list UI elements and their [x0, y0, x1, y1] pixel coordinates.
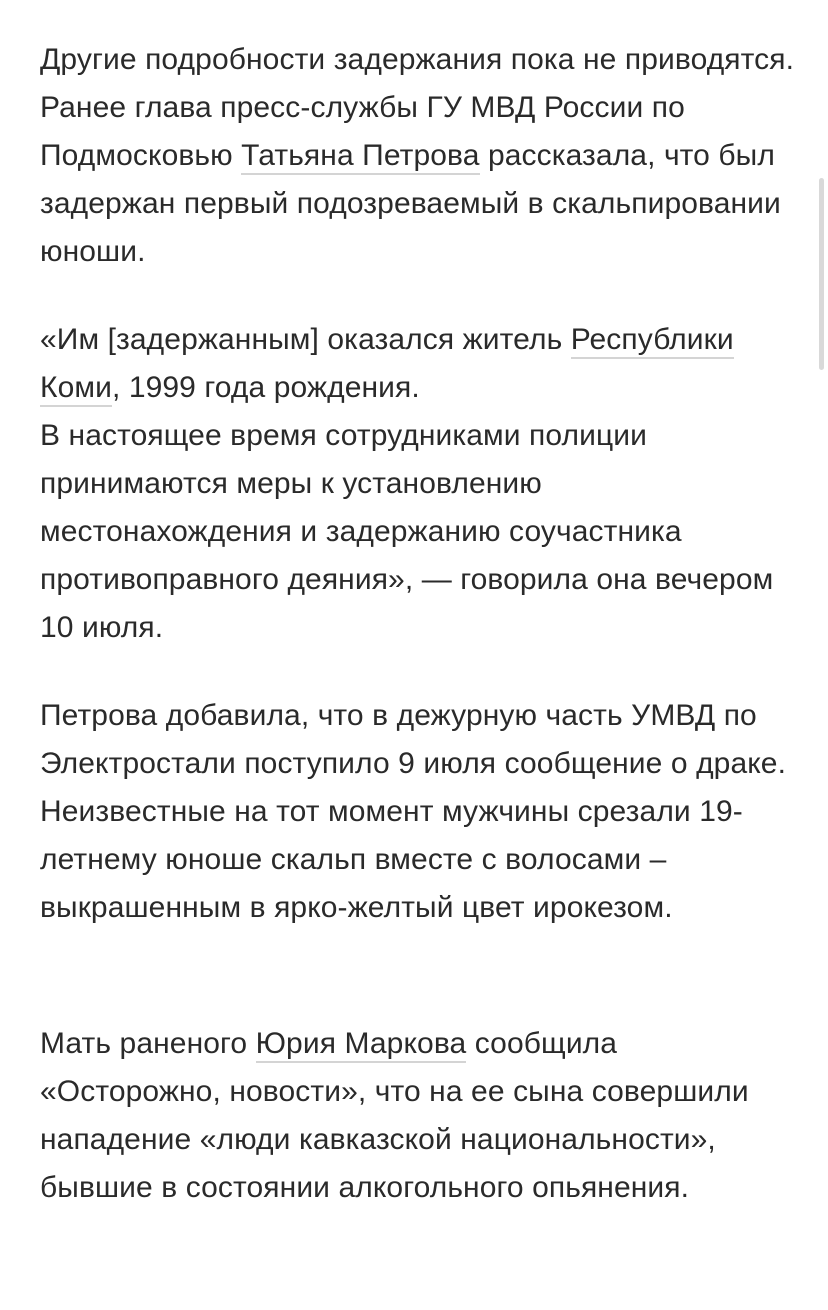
link-yuri-markov[interactable]: Юрия Маркова	[256, 1027, 467, 1063]
paragraph-text: Петрова добавила, что в дежурную часть УМВД по Электростали поступило 9 июля сообщение о драке. Неизвестные на тот момент мужчины срезали 19-летнему юноше скальп вместе с волосами – выкрашенным в ярко-желтый цвет ирокезом.	[40, 699, 787, 924]
scrollbar-thumb[interactable]	[819, 178, 824, 370]
link-tatyana-petrova[interactable]: Татьяна Петрова	[241, 139, 479, 175]
paragraph-text: Мать раненого	[40, 1027, 256, 1060]
paragraph-text: рассказала, что был задержан первый подозреваемый в скальпировании юноши.	[40, 139, 781, 268]
paragraph	[40, 316, 800, 652]
paragraph-text: «Им [задержанным] оказался житель	[40, 323, 571, 356]
paragraph-text: Другие подробности задержания пока не приводятся. Ранее глава пресс-службы ГУ МВД России по Подмосковью	[40, 43, 795, 172]
paragraph	[40, 1020, 800, 1212]
paragraph-text: сообщила «Осторожно, новости», что на ее сына совершили нападение «люди кавказской национальности», бывшие в состоянии алкогольного опьянения.	[40, 1027, 749, 1204]
paragraph-text: , 1999 года рождения.	[111, 371, 420, 404]
paragraph	[40, 692, 800, 932]
paragraph-text: В настоящее время сотрудниками полиции принимаются меры к установлению местонахождения и задержанию соучастника противоправного деяния», — говорила она вечером 10 июля.	[40, 419, 774, 644]
article-body	[40, 36, 800, 1212]
link-komi-republic[interactable]: Республики Коми	[40, 323, 734, 407]
paragraph	[40, 36, 800, 276]
